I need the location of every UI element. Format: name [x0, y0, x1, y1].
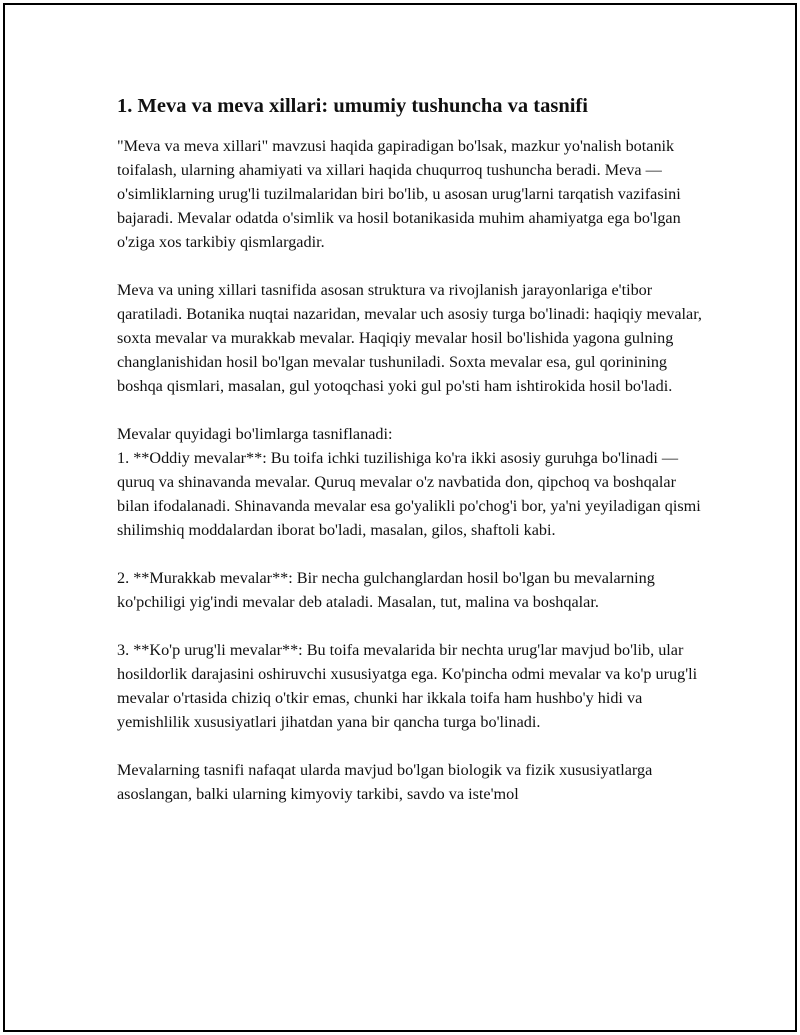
list-item-simple-fruits: 1. **Oddiy mevalar**: Bu toifa ichki tuzilishiga ko'ra ikki asosiy guruhga bo'linadi — quruq va shinavanda mevalar. Quruq mevalar o'z navbatida don, qipchoq va boshqalar bilan ifodalanadi. Shinavanda mevalar esa go'yalikli po'chog'i bor, ya'ni yeyiladigan qismi shilimshiq moddalardan iborat bo'ladi, masalan, gilos, shaftoli kabi. — [117, 449, 701, 539]
document-body — [117, 92, 702, 806]
classification-paragraph: Meva va uning xillari tasnifida asosan struktura va rivojlanish jarayonlariga e'tibor qaratiladi. Botanika nuqtai nazaridan, mevalar uch asosiy turga bo'linadi: haqiqiy mevalar, soxta mevalar va murakkab mevalar. Haqiqiy mevalar hosil bo'lishida yagona gulning changlanishidan hosil bo'lgan mevalar tushuniladi. Soxta mevalar esa, gul qorinining boshqa qismlari, masalan, gul yotoqchasi yoki gul po'sti ham ishtirokida hosil bo'ladi. — [117, 281, 702, 395]
section-heading: 1. Meva va meva xillari: umumiy tushuncha va tasnifi — [117, 95, 588, 117]
list-item-compound-fruits: 2. **Murakkab mevalar**: Bir necha gulchanglardan hosil bo'lgan bu mevalarning ko'pchiligi yig'indi mevalar deb ataladi. Masalan, tut, malina va boshqalar. — [117, 569, 655, 611]
list-item-multiseed-fruits: 3. **Ko'p urug'li mevalar**: Bu toifa mevalarida bir nechta urug'lar mavjud bo'lib, ular hosildorlik darajasini oshiruvchi xususiyatga ega. Ko'pincha odmi mevalar va ko'p urug'li mevalar o'rtasida chiziq o'tkir emas, chunki har ikkala toifa ham hushbo'y hidi va yemishlilik xususiyatlari jihatdan yana bir qancha turga bo'linadi. — [117, 641, 698, 731]
list-intro: Mevalar quyidagi bo'limlarga tasniflanadi: — [117, 425, 393, 443]
intro-paragraph: "Meva va meva xillari" mavzusi haqida gapiradigan bo'lsak, mazkur yo'nalish botanik toifalash, ularning ahamiyati va xillari haqida chuqurroq tushuncha beradi. Meva — o'simliklarning urug'li tuzilmalaridan biri bo'lib, u asosan urug'larni tarqatish vazifasini bajaradi. Mevalar odatda o'simlik va hosil botanikasida muhim ahamiyatga ega bo'lgan o'ziga xos tarkibiy qismlargadir. — [117, 137, 681, 251]
closing-paragraph: Mevalarning tasnifi nafaqat ularda mavjud bo'lgan biologik va fizik xususiyatlarga asoslangan, balki ularning kimyoviy tarkibi, savdo va iste'mol — [117, 761, 653, 803]
